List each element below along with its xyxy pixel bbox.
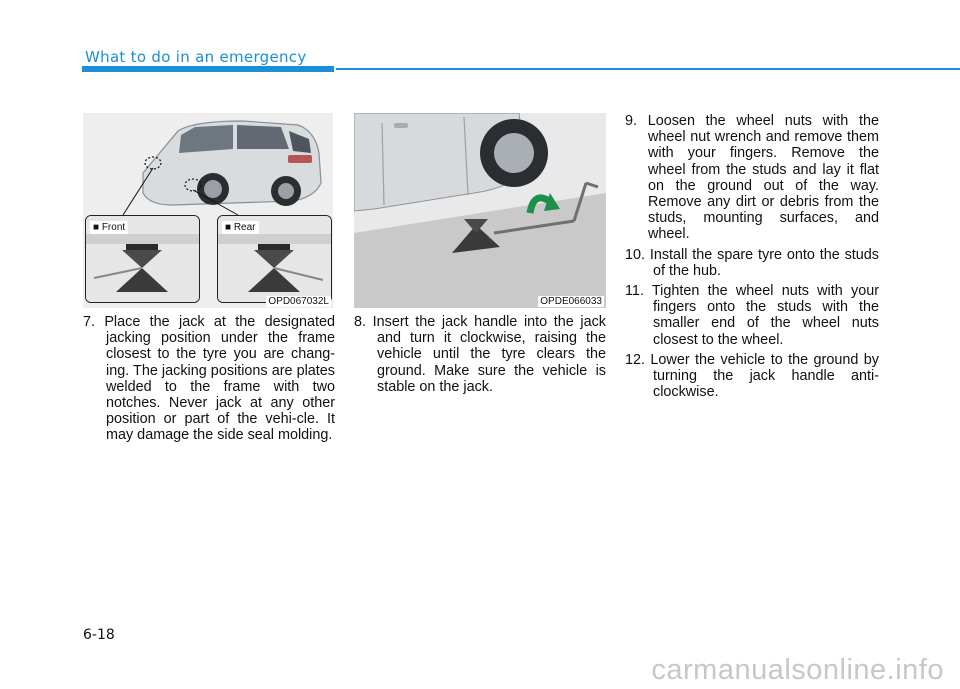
jack-handle-illustration	[354, 113, 606, 308]
section-header-title: What to do in an emergency	[85, 48, 307, 66]
inset-front-label: ■ Front	[90, 221, 128, 234]
step-12: 12. Lower the vehicle to the ground by turning the jack handle anti-clockwise.	[625, 351, 879, 401]
figure-code: OPD067032L	[268, 296, 329, 307]
figure-jacking-points	[83, 113, 333, 308]
step-7: 7. Place the jack at the designated jacking position under the frame closest to the tyre you are chang-ing. The jacking positions are plates welded to the frame with two notches. Never jack at any other position or part of the vehi-cle. It may damage the side seal molding.	[83, 314, 335, 444]
text-column-3	[625, 113, 879, 404]
page-number: 6-18	[83, 627, 115, 643]
inset-rear-jacking-point	[217, 215, 332, 303]
step-10: 10. Install the spare tyre onto the studs of the hub.	[625, 246, 879, 279]
step-9: 9. Loosen the wheel nuts with the wheel nut wrench and remove them with your fingers. Remove the wheel from the studs and lay it flat on the ground out of the way. Remove any dirt or debris from the studs, mounting surfaces, and wheel.	[625, 113, 879, 243]
step-11: 11. Tighten the wheel nuts with your fingers onto the studs with the smaller end of the wheel nuts closest to the wheel.	[625, 283, 879, 348]
watermark: carmanualsonline.info	[651, 654, 944, 686]
inset-rear-label: ■ Rear	[222, 221, 259, 234]
text-column-1	[83, 314, 335, 448]
figure-code: OPDE066033	[540, 296, 602, 307]
header-bar-accent	[82, 66, 334, 72]
figure-jack-handle	[354, 113, 606, 308]
step-8: 8. Insert the jack handle into the jack and turn it clockwise, raising the vehicle until the tyre clears the ground. Make sure the vehicle is stable on the jack.	[354, 314, 606, 395]
inset-front-jacking-point	[85, 215, 200, 303]
header-bar-line	[336, 68, 960, 70]
text-column-2	[354, 314, 606, 399]
